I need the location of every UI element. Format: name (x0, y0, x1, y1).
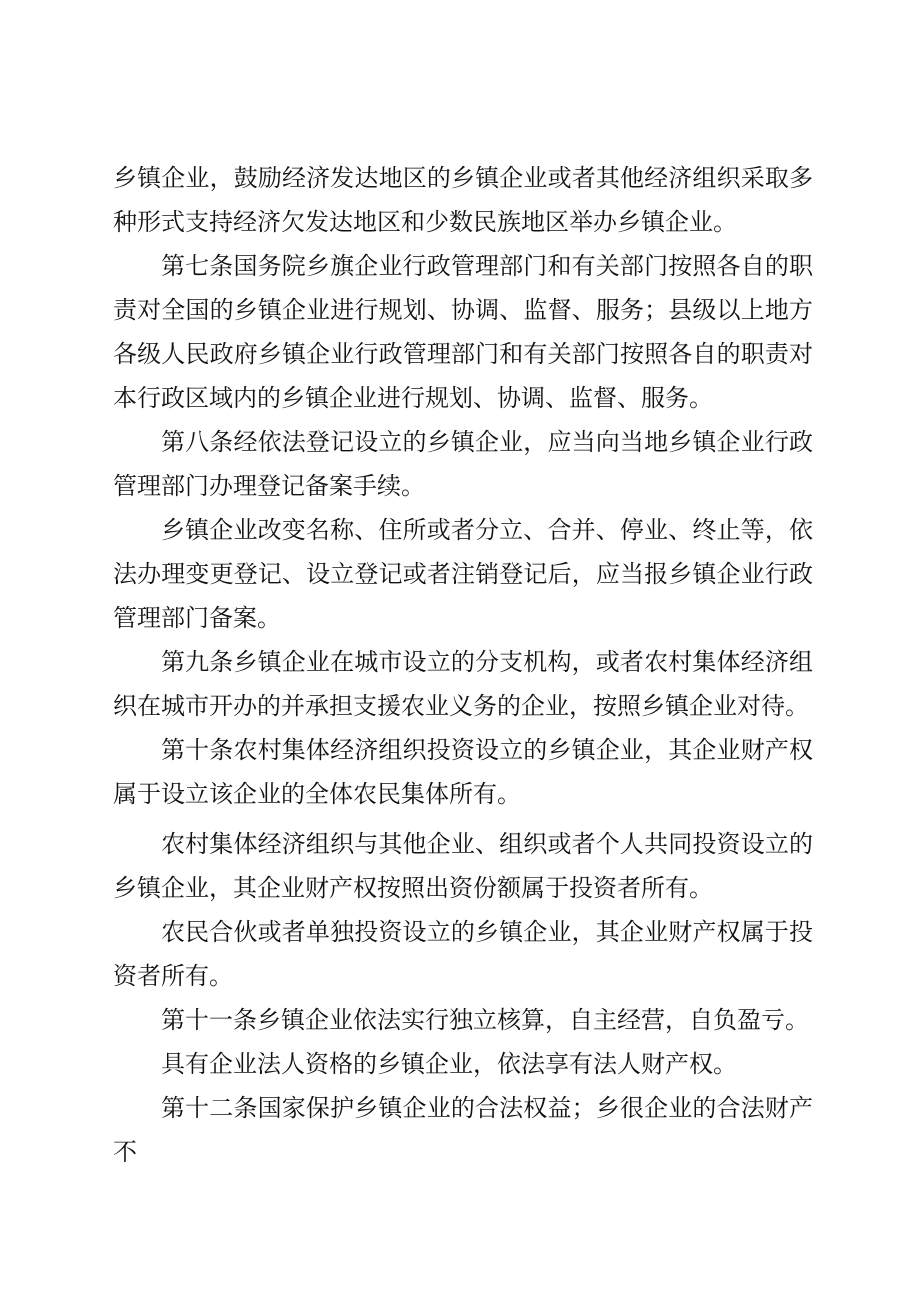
paragraph-continued: 乡镇企业，鼓励经济发达地区的乡镇企业或者其他经济组织采取多种形式支持经济欠发达地区和少数民族地区举办乡镇企业。 (113, 164, 813, 236)
paragraph-article-10-partnership: 农民合伙或者单独投资设立的乡镇企业，其企业财产权属于投资者所有。 (113, 918, 813, 990)
paragraph-article-8: 第八条经依法登记设立的乡镇企业，应当向当地乡镇企业行政管理部门办理登记备案手续。 (113, 428, 813, 500)
paragraph-article-10-joint: 农村集体经济组织与其他企业、组织或者个人共同投资设立的乡镇企业，其企业财产权按照出资份额属于投资者所有。 (113, 830, 813, 902)
paragraph-article-8-change: 乡镇企业改变名称、住所或者分立、合并、停业、终止等，依法办理变更登记、设立登记或者注销登记后，应当报乡镇企业行政管理部门备案。 (113, 516, 813, 632)
paragraph-article-11: 第十一条乡镇企业依法实行独立核算，自主经营，自负盈亏。 (161, 1006, 809, 1034)
paragraph-article-9: 第九条乡镇企业在城市设立的分支机构，或者农村集体经济组织在城市开办的并承担支援农业义务的企业，按照乡镇企业对待。 (113, 648, 813, 720)
paragraph-article-12: 第十二条国家保护乡镇企业的合法权益；乡很企业的合法财产不 (113, 1094, 813, 1166)
paragraph-article-10: 第十条农村集体经济组织投资设立的乡镇企业，其企业财产权属于设立该企业的全体农民集体所有。 (113, 736, 813, 808)
paragraph-article-7: 第七条国务院乡旗企业行政管理部门和有关部门按照各自的职责对全国的乡镇企业进行规划、协调、监督、服务；县级以上地方各级人民政府乡镇企业行政管理部门和有关部门按照各自的职责对本行政区域内的乡镇企业进行规划、协调、监督、服务。 (113, 252, 813, 412)
paragraph-article-11-legal-person: 具有企业法人资格的乡镇企业，依法享有法人财产权。 (161, 1050, 737, 1078)
document-body (113, 156, 813, 1174)
